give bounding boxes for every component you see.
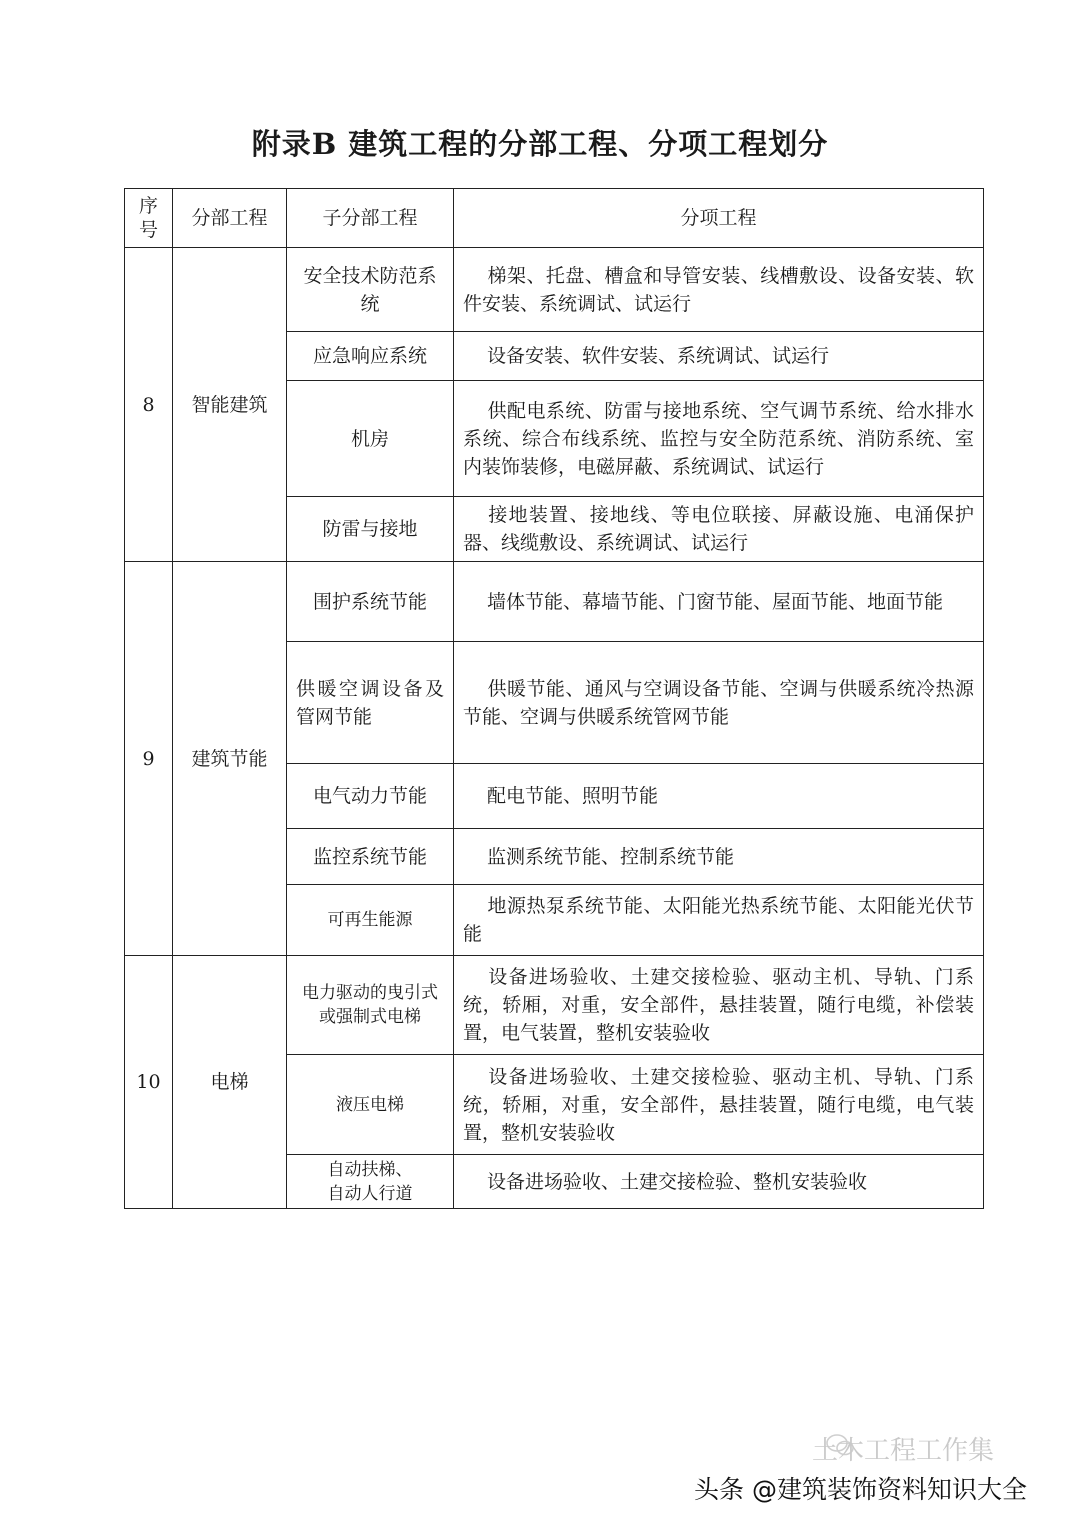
subdivision-cell: 防雷与接地: [287, 497, 454, 562]
subdivision-cell: 机房: [287, 381, 454, 497]
subdivision-cell: 安全技术防范系统: [287, 248, 454, 332]
subdivision-cell: 自动扶梯、自动人行道: [287, 1155, 454, 1209]
items-cell: 墙体节能、幕墙节能、门窗节能、屋面节能、地面节能: [454, 562, 984, 642]
table-row: [125, 562, 984, 642]
subdivision-cell: 电气动力节能: [287, 764, 454, 829]
subdivision-cell: 电力驱动的曳引式或强制式电梯: [287, 956, 454, 1055]
items-cell: 供暖节能、通风与空调设备节能、空调与供暖系统冷热源节能、空调与供暖系统管网节能: [454, 642, 984, 764]
items-cell: 监测系统节能、控制系统节能: [454, 829, 984, 885]
watermark-ghost-text: 土木工程工作集: [812, 1436, 995, 1466]
subdivision-cell: 液压电梯: [287, 1055, 454, 1155]
group-no: 8: [125, 248, 173, 562]
items-cell: 接地装置、接地线、等电位联接、屏蔽设施、电涌保护器、线缆敷设、系统调试、试运行: [454, 497, 984, 562]
items-cell: 供配电系统、防雷与接地系统、空气调节系统、给水排水系统、综合布线系统、监控与安全防范系统、消防系统、室内装饰装修，电磁屏蔽、系统调试、试运行: [454, 381, 984, 497]
subdivision-cell: 围护系统节能: [287, 562, 454, 642]
items-cell: 地源热泵系统节能、太阳能光热系统节能、太阳能光伏节能: [454, 885, 984, 956]
subdivision-cell: 应急响应系统: [287, 332, 454, 381]
items-cell: 配电节能、照明节能: [454, 764, 984, 829]
division-table: [124, 188, 984, 1209]
items-cell: 设备安装、软件安装、系统调试、试运行: [454, 332, 984, 381]
items-cell: 设备进场验收、土建交接检验、驱动主机、导轨、门系统，轿厢，对重，安全部件，悬挂装置，随行电缆，电气装置，整机安装验收: [454, 1055, 984, 1155]
items-cell: 设备进场验收、土建交接检验、整机安装验收: [454, 1155, 984, 1209]
header-subdivision: 子分部工程: [287, 189, 454, 248]
header-no: 序号: [125, 189, 173, 248]
group-no: 9: [125, 562, 173, 956]
group-division: 建筑节能: [173, 562, 287, 956]
table-header-row: [125, 189, 984, 248]
header-items: 分项工程: [454, 189, 984, 248]
subdivision-cell: 供暖空调设备及管网节能: [287, 642, 454, 764]
items-cell: 梯架、托盘、槽盒和导管安装、线槽敷设、设备安装、软件安装、系统调试、试运行: [454, 248, 984, 332]
subdivision-cell: 监控系统节能: [287, 829, 454, 885]
watermark-text: 头条 @建筑装饰资料知识大全: [694, 1475, 1027, 1504]
group-division: 智能建筑: [173, 248, 287, 562]
header-division: 分部工程: [173, 189, 287, 248]
table-row: [125, 956, 984, 1055]
group-division: 电梯: [173, 956, 287, 1209]
subdivision-cell: 可再生能源: [287, 885, 454, 956]
items-cell: 设备进场验收、土建交接检验、驱动主机、导轨、门系统，轿厢，对重，安全部件，悬挂装置，随行电缆，补偿装置，电气装置，整机安装验收: [454, 956, 984, 1055]
page-title: 附录B 建筑工程的分部工程、分项工程划分: [251, 127, 829, 161]
group-no: 10: [125, 956, 173, 1209]
table-row: [125, 248, 984, 332]
